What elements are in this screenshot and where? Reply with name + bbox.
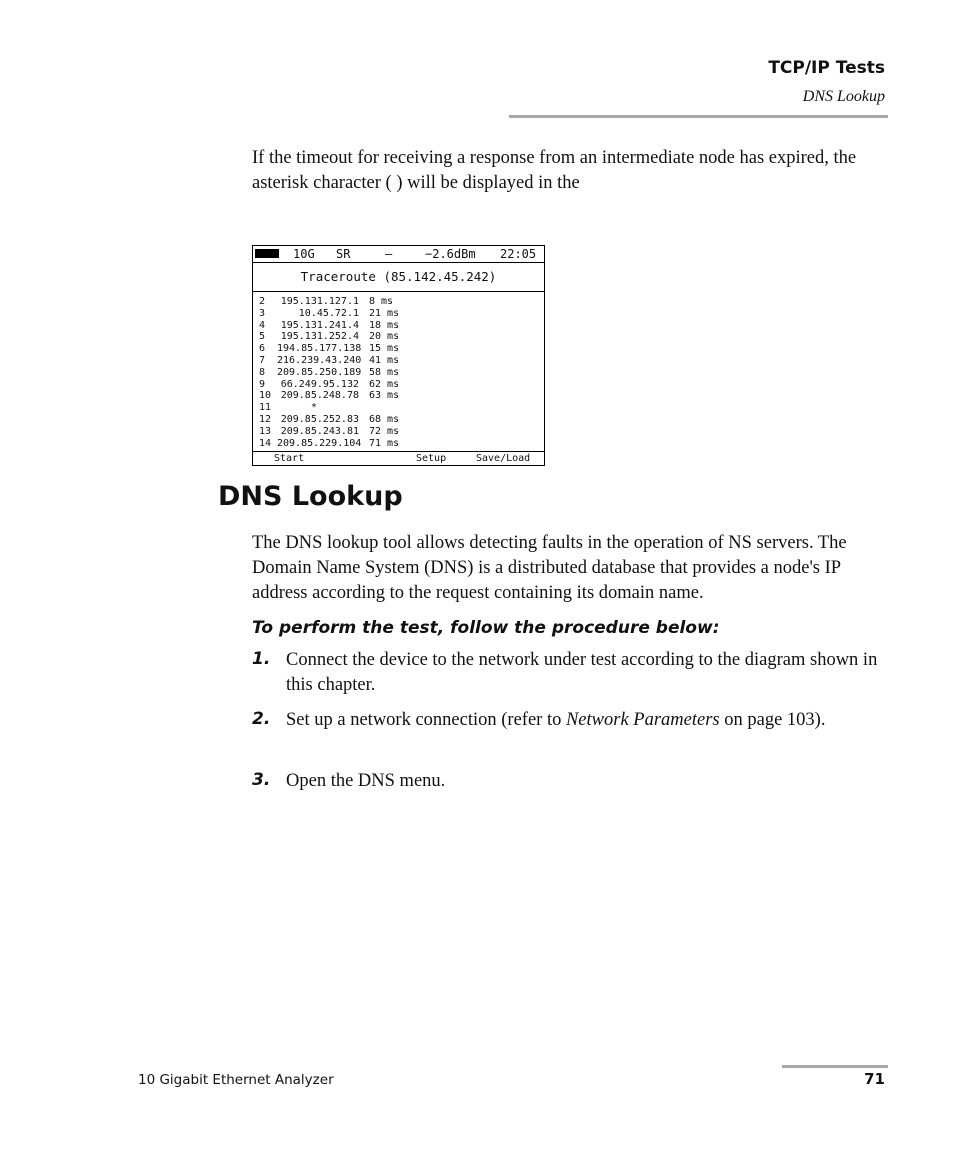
step-text: Open the DNS menu. [286, 771, 446, 791]
hop-latency: 68 ms [369, 413, 400, 425]
hop-ip: 209.85.250.189 [277, 366, 362, 378]
hop-latency: 18 ms [369, 319, 400, 331]
status-mode: SR [336, 247, 351, 261]
status-rate: 10G [293, 247, 315, 261]
hop-number: 6 [259, 343, 266, 355]
page-number: 71 [864, 1070, 885, 1088]
hop-latency: 8 ms [369, 296, 394, 307]
hop-ip: 195.131.241.4 [280, 319, 359, 331]
footer-rule [782, 1065, 888, 1068]
hop-latency: 71 ms [369, 437, 400, 449]
hop-number: 12 [259, 413, 272, 425]
hop-number: 4 [259, 319, 266, 331]
network-parameters-link[interactable]: Network Parameters [565, 710, 720, 730]
hop-ip: 209.85.229.104 [277, 437, 362, 449]
running-header-title: TCP/IP Tests [768, 58, 885, 78]
hop-latency: 20 ms [369, 331, 400, 343]
status-time: 22:05 [500, 247, 537, 261]
step-text [286, 708, 826, 733]
header-rule [509, 115, 888, 118]
envelope-icon [255, 249, 279, 258]
hop-number: 5 [259, 331, 266, 343]
hop-number: 11 [259, 402, 272, 414]
footer-product: 10 Gigabit Ethernet Analyzer [138, 1072, 334, 1088]
softkey-start: Start [274, 453, 305, 464]
hop-latency: 62 ms [369, 378, 400, 390]
dns-paragraph: The DNS lookup tool allows detecting faults in the operation of NS servers. The Domain Name System (DNS) is a distributed database that provides a node's IP address according to the request containing its domain name. [252, 533, 847, 603]
hop-ip: 194.85.177.138 [277, 343, 362, 355]
device-screenshot [252, 245, 545, 466]
softkey-save-load: Save/Load [476, 453, 531, 464]
step-text-after: on page 103). [719, 710, 826, 730]
step-text: Connect the device to the network under test according to the diagram shown in this chapter. [286, 650, 878, 695]
step-text-before: Set up a network connection (refer to [286, 710, 566, 730]
step-number: 1. [252, 649, 271, 669]
hop-number: 13 [259, 425, 272, 437]
screen-title: Traceroute (85.142.45.242) [253, 263, 544, 292]
screen-softkeys [253, 451, 544, 466]
hop-ip: 209.85.248.78 [280, 390, 359, 402]
hop-ip: 195.131.252.4 [280, 331, 359, 343]
status-dash: – [385, 247, 393, 261]
hop-number: 14 [259, 437, 272, 449]
hop-ip: 66.249.95.132 [280, 378, 359, 390]
hop-latency: 21 ms [369, 307, 400, 319]
hop-number: 10 [259, 390, 272, 402]
hop-number: 8 [259, 366, 266, 378]
step-number: 3. [252, 770, 271, 790]
hop-latency: 63 ms [369, 390, 400, 402]
hop-ip: 216.239.43.240 [277, 354, 362, 366]
hop-number: 7 [259, 354, 266, 366]
hop-ip: 209.85.252.83 [280, 413, 359, 425]
hop-latency: 58 ms [369, 366, 400, 378]
hop-ip: * [310, 402, 317, 414]
hop-number: 2 [259, 296, 266, 307]
hop-ip: 209.85.243.81 [280, 425, 359, 437]
step-number: 2. [252, 709, 271, 729]
hop-number: 3 [259, 307, 266, 319]
running-header-subtitle: DNS Lookup [802, 88, 885, 105]
softkey-setup: Setup [416, 453, 447, 464]
hop-latency: 41 ms [369, 354, 400, 366]
section-heading: DNS Lookup [218, 481, 403, 512]
hop-number: 9 [259, 378, 266, 390]
hop-ip: 10.45.72.1 [298, 307, 359, 319]
hop-latency: 15 ms [369, 343, 400, 355]
intro-paragraph: If the timeout for receiving a response from an intermediate node has expired, the asterisk character ( ) will be displayed in the [252, 148, 857, 193]
status-power: −2.6dBm [425, 247, 476, 261]
hop-ip: 195.131.127.1 [280, 296, 359, 307]
screen-status-bar [253, 246, 544, 263]
procedure-heading: To perform the test, follow the procedure below: [252, 618, 720, 638]
hop-latency: 72 ms [369, 425, 400, 437]
